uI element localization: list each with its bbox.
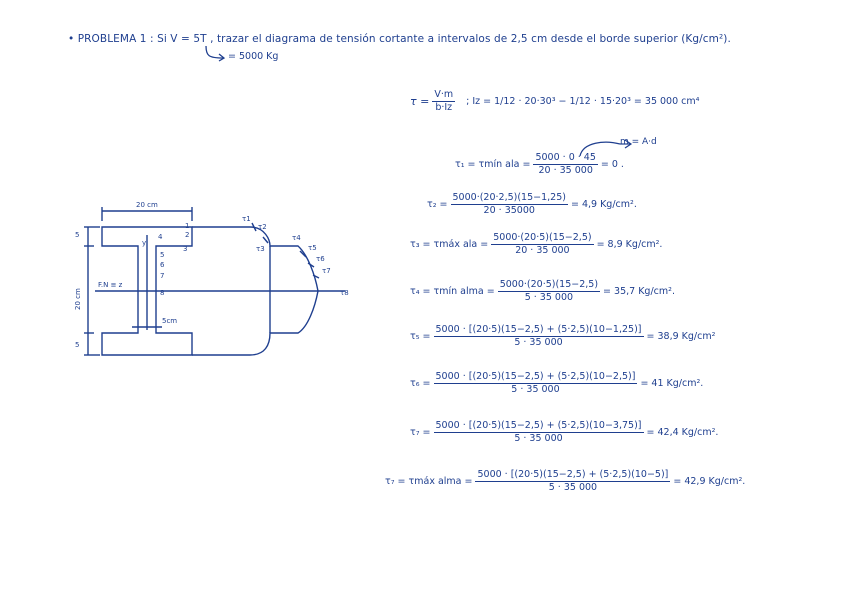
tau2-numerator: 5000·(20·2,5)(15−1,25) xyxy=(451,193,568,205)
tau-label-6: τ6 xyxy=(316,255,325,263)
tau1-result: = 0 . xyxy=(600,159,624,171)
tau5-lhs: τ₅ = xyxy=(410,331,431,343)
moment-annotation: m = A·d xyxy=(620,137,657,147)
tau6-denominator: 5 · 35 000 xyxy=(511,384,560,396)
formula-general xyxy=(410,90,699,114)
y-axis-label: y xyxy=(142,239,147,247)
formula-separator: ; xyxy=(466,96,470,108)
point-label-8: 8 xyxy=(160,289,165,297)
tau7b-lhs: τ₇ = τmáx alma = xyxy=(385,476,473,488)
tau2-lhs: τ₂ = xyxy=(427,199,448,211)
tau7b-result: = 42,9 Kg/cm². xyxy=(673,476,746,488)
formula-tau-4 xyxy=(410,280,675,304)
tau3-denominator: 20 · 35 000 xyxy=(515,245,570,257)
tau-label-1: τ1 xyxy=(242,215,251,223)
tau2-fraction xyxy=(451,193,568,217)
tau4-lhs: τ₄ = τmín alma = xyxy=(410,286,495,298)
point-label-4: 4 xyxy=(158,233,163,241)
tau6-numerator: 5000 · [(20·5)(15−2,5) + (5·2,5)(10−2,5)] xyxy=(434,372,638,384)
point-label-6: 6 xyxy=(160,261,165,269)
tau2-denominator: 20 · 35000 xyxy=(483,205,535,217)
tau7a-denominator: 5 · 35 000 xyxy=(514,433,563,445)
point-label-2: 2 xyxy=(185,231,190,239)
tau3-result: = 8,9 Kg/cm². xyxy=(596,239,663,251)
formula-tau-3 xyxy=(410,233,662,257)
tau-label-8: τ8 xyxy=(340,289,349,297)
tau7b-fraction xyxy=(475,470,670,494)
formula-fraction xyxy=(432,90,455,114)
fraction-numerator: V·m xyxy=(432,90,455,102)
tau7a-fraction xyxy=(434,421,644,445)
i-beam-shear-diagram xyxy=(70,195,360,370)
tau6-lhs: τ₆ = xyxy=(410,378,431,390)
tau4-denominator: 5 · 35 000 xyxy=(524,292,574,304)
tau7a-lhs: τ₇ = xyxy=(410,427,431,439)
tau7a-result: = 42,4 Kg/cm². xyxy=(646,427,719,439)
note-arrow-icon xyxy=(203,44,227,62)
tau-label-5: τ5 xyxy=(308,244,317,252)
point-label-7: 7 xyxy=(160,272,165,280)
load-note: = 5000 Kg xyxy=(228,51,279,62)
tau3-fraction xyxy=(491,233,593,257)
tau6-fraction xyxy=(434,372,638,396)
tau-label-7: τ7 xyxy=(322,267,331,275)
tau5-fraction xyxy=(434,325,644,349)
tau5-result: = 38,9 Kg/cm² xyxy=(646,331,716,343)
formula-tau-5 xyxy=(410,325,715,349)
tau1-fraction xyxy=(533,153,597,177)
tau3-lhs: τ₃ = τmáx ala = xyxy=(410,239,489,251)
formula-tau-1 xyxy=(455,153,624,177)
problem-title: • PROBLEMA 1 : Si V = 5T , trazar el diagrama de tensión cortante a intervalos de 2,5 cm desde el borde superior (Kg/cm²). xyxy=(68,33,731,45)
tau1-numerator: 5000 · 0 · 45 xyxy=(533,153,597,165)
point-label-3: 3 xyxy=(183,245,188,253)
point-label-1: 1 xyxy=(185,222,190,230)
tau-label-3: τ3 xyxy=(256,245,265,253)
tau3-numerator: 5000·(20·5)(15−2,5) xyxy=(491,233,593,245)
tau7a-numerator: 5000 · [(20·5)(15−2,5) + (5·2,5)(10−3,75)] xyxy=(434,421,644,433)
tau4-result: = 35,7 Kg/cm². xyxy=(603,286,675,298)
formula-tau-2 xyxy=(427,193,637,217)
flange-bottom-label: 5 xyxy=(75,341,80,349)
formula-tau-6 xyxy=(410,372,703,396)
tau2-result: = 4,9 Kg/cm². xyxy=(570,199,637,211)
point-label-5: 5 xyxy=(160,251,165,259)
fraction-denominator: b·Iz xyxy=(435,102,453,114)
tau1-denominator: 20 · 35 000 xyxy=(538,165,593,177)
tau4-fraction xyxy=(498,280,600,304)
width-label: 20 cm xyxy=(136,201,158,209)
tau-label-4: τ4 xyxy=(292,234,301,242)
tau5-denominator: 5 · 35 000 xyxy=(514,337,563,349)
formula-lhs: τ = xyxy=(410,95,430,109)
tau7b-numerator: 5000 · [(20·5)(15−2,5) + (5·2,5)(10−5)] xyxy=(475,470,670,482)
tau-label-2: τ2 xyxy=(258,223,267,231)
flange-top-label: 5 xyxy=(75,231,80,239)
formula-tau-7b xyxy=(385,470,745,494)
tau1-lhs: τ₁ = τmín ala = xyxy=(455,159,531,171)
height-label: 20 cm xyxy=(74,288,82,310)
web-width-label: 5cm xyxy=(162,317,178,325)
tau5-numerator: 5000 · [(20·5)(15−2,5) + (5·2,5)(10−1,25)] xyxy=(434,325,644,337)
tau4-numerator: 5000·(20·5)(15−2,5) xyxy=(498,280,600,292)
neutral-axis-label: F.N ≡ z xyxy=(98,281,123,289)
formula-tau-7a xyxy=(410,421,718,445)
tau7b-denominator: 5 · 35 000 xyxy=(548,482,598,494)
inertia-formula: Iz = 1/12 · 20·30³ − 1/12 · 15·20³ = 35 000 cm⁴ xyxy=(472,96,700,108)
tau6-result: = 41 Kg/cm². xyxy=(640,378,704,390)
